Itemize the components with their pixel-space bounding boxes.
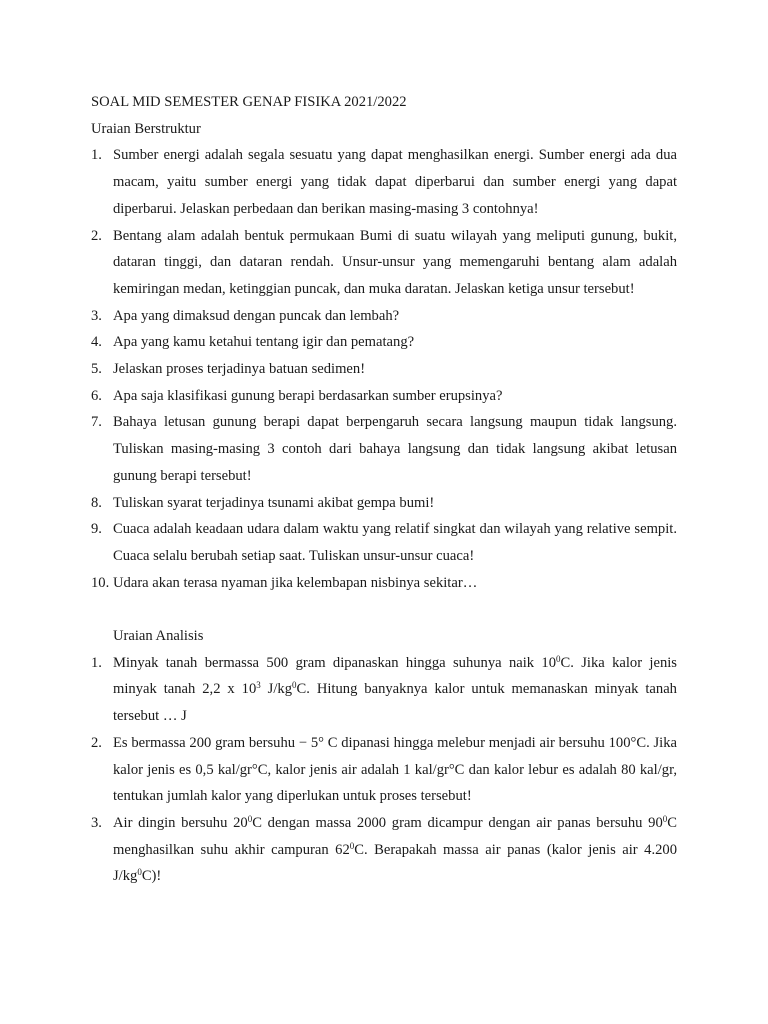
superscript: 3 (256, 680, 261, 691)
question-number: 3. (91, 307, 102, 324)
question-item (91, 223, 677, 303)
question-text: Minyak tanah bermassa 500 gram dipanaskan hingga suhunya naik $10^0C$. Jika kalor jenis minyak tanah 2,2 x $10^3$ $J/kg^0C$. Hitung banyaknya kalor untuk memanaskan minyak tanah tersebut … J (113, 653, 677, 725)
question-text: Bahaya letusan gunung berapi dapat berpengaruh secara langsung maupun tidak langsung. Tuliskan masing-masing 3 contoh dari bahaya langsung dan tidak langsung akibat letusan gunung berapi tersebut! (113, 414, 677, 484)
question-text: Apa yang kamu ketahui tentang igir dan pematang? (113, 334, 415, 351)
question-item (91, 142, 677, 222)
question-number: 2. (91, 734, 102, 751)
question-text: Apa saja klasifikasi gunung berapi berdasarkan sumber erupsinya? (113, 387, 503, 404)
question-number: 9. (91, 521, 102, 538)
question-text: Es bermassa 200 gram bersuhu − 5° C dipanasi hingga melebur menjadi air bersuhu 100°C. Jika kalor jenis es 0,5 kal/gr°C, kalor jenis air adalah 1 kal/gr°C dan kalor lebur es adalah 80 kal/gr, tentukan jumlah kalor yang diperlukan untuk proses tersebut! (113, 734, 677, 805)
question-text: Bentang alam adalah bentuk permukaan Bumi di suatu wilayah yang meliputi gunung, bukit, dataran tinggi, dan dataran rendah. Unsur-unsur yang memengaruhi bentang alam adalah kemiringan medan, ketinggian puncak, dan muka daratan. Jelaskan ketiga unsur tersebut! (113, 227, 677, 297)
superscript: 0 (556, 653, 561, 664)
question-item (91, 516, 677, 569)
question-item (91, 490, 677, 517)
question-number: 6. (91, 387, 102, 404)
analysis-question-list (91, 650, 677, 890)
question-number: 2. (91, 227, 102, 244)
superscript: 0 (247, 813, 253, 824)
document-content (91, 89, 677, 890)
section-heading-structured: Uraian Berstruktur (91, 120, 201, 137)
superscript: 0 (349, 840, 355, 851)
question-item (91, 650, 677, 730)
question-text: Udara akan terasa nyaman jika kelembapan nisbinya sekitar… (113, 574, 478, 591)
question-number: 3. (91, 814, 102, 831)
superscript: 0 (292, 680, 297, 691)
question-text: Cuaca adalah keadaan udara dalam waktu yang relatif singkat dan wilayah yang relative sempit. Cuaca selalu berubah setiap saat. Tuliskan unsur-unsur cuaca! (113, 521, 677, 564)
question-number: 10. (91, 574, 110, 591)
question-text: Jelaskan proses terjadinya batuan sedimen! (113, 361, 366, 378)
section-heading-analysis: Uraian Analisis (113, 628, 204, 645)
question-item (91, 329, 677, 356)
section-spacer (91, 596, 677, 623)
question-number: 7. (91, 414, 102, 431)
superscript: 0 (137, 867, 142, 878)
question-item (91, 383, 677, 410)
document-title: SOAL MID SEMESTER GENAP FISIKA 2021/2022 (91, 94, 407, 110)
question-item (91, 409, 677, 489)
question-number: 4. (91, 334, 102, 351)
question-item (91, 810, 677, 890)
question-number: 1. (91, 147, 102, 164)
question-text: Tuliskan syarat terjadinya tsunami akibat gempa bumi! (113, 494, 435, 511)
question-item (91, 570, 677, 597)
question-text: Sumber energi adalah segala sesuatu yang dapat menghasilkan energi. Sumber energi ada dua macam, yaitu sumber energi yang tidak dapat diperbarui dan sumber energi yang dapat diperbarui. Jelaskan perbedaan dan berikan masing-masing 3 contohnya! (113, 147, 677, 217)
question-item (91, 356, 677, 383)
question-item (91, 303, 677, 330)
structured-question-list (91, 142, 677, 596)
question-item (91, 730, 677, 810)
question-number: 8. (91, 494, 102, 511)
question-number: 5. (91, 361, 102, 378)
question-number: 1. (91, 654, 102, 671)
question-text: Apa yang dimaksud dengan puncak dan lembah? (113, 307, 400, 324)
question-text: Air dingin bersuhu $20^0C$ dengan massa 2000 gram dicampur dengan air panas bersuhu $90^0C$ menghasilkan suhu akhir campuran $62^0C$. Berapakah massa air panas (kalor jenis air 4.200 $J/kg^0C$)! (113, 813, 677, 885)
superscript: 0 (662, 813, 668, 824)
